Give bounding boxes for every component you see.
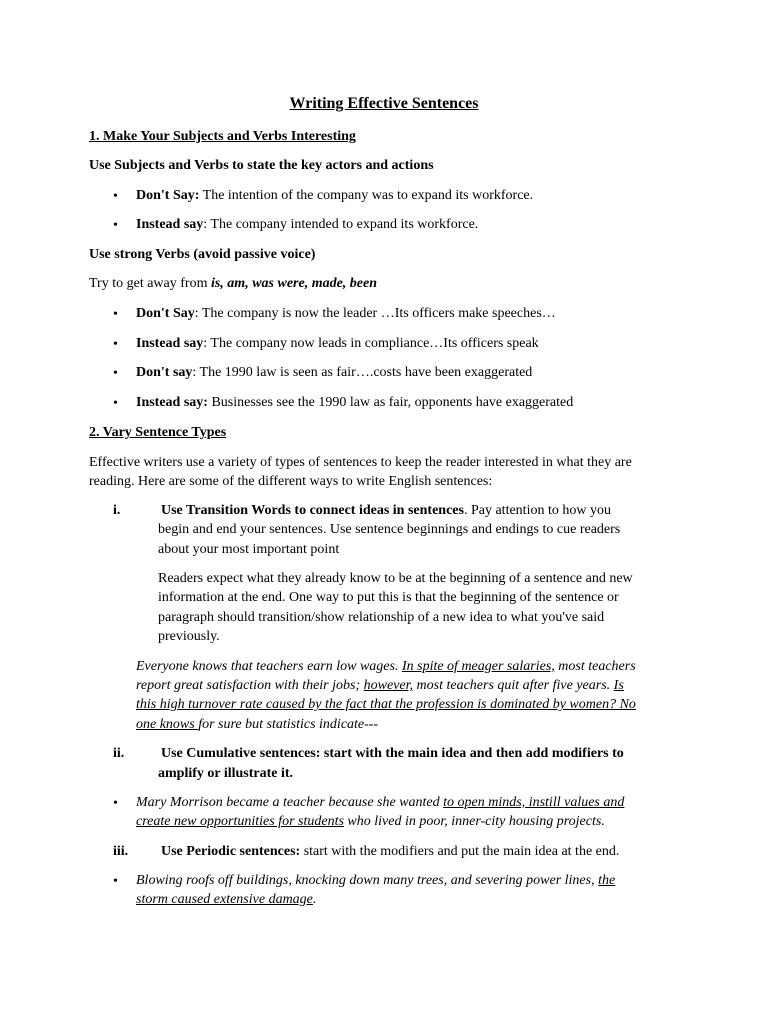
bullet-icon: • xyxy=(113,796,118,811)
list-item xyxy=(136,215,478,234)
example-underlined: create new opportunities for students xyxy=(136,814,344,829)
example-underlined: In spite of meager salaries, xyxy=(401,659,555,674)
example-line xyxy=(136,871,615,890)
bullet-icon: • xyxy=(113,396,118,411)
intro-line: Effective writers use a variety of types of sentences to keep the reader interested in what they are xyxy=(89,455,632,470)
example-text: . xyxy=(312,892,317,907)
list-item xyxy=(136,186,533,205)
item-iii-line xyxy=(161,842,619,861)
item-i-heading: Use Transition Words to connect ideas in sentences xyxy=(161,503,464,518)
try-text: Try to get away from xyxy=(89,276,211,291)
item-i-line: begin and end your sentences. Use sentence beginnings and endings to cue readers xyxy=(158,522,621,537)
example-line xyxy=(136,890,316,909)
item-i-line xyxy=(161,501,611,520)
list-item xyxy=(136,363,532,382)
item-i-text: . Pay attention to how you xyxy=(463,503,611,518)
item-ii-line: Use Cumulative sentences: start with the main idea and then add modifiers to xyxy=(161,746,624,761)
list-item-text: : The company is now the leader …Its officers make speeches… xyxy=(194,306,556,321)
example-underlined: however, xyxy=(363,678,414,693)
item-i-paragraph-line: information at the end. One way to put this is that the beginning of the sentence or xyxy=(158,590,619,605)
list-item-text: : The 1990 law is seen as fair….costs have been exaggerated xyxy=(192,365,533,380)
example-text: most teachers xyxy=(554,659,636,674)
example-underlined: the xyxy=(598,873,616,888)
example-text: who lived in poor, inner-city housing projects. xyxy=(343,814,605,829)
bullet-icon: • xyxy=(113,218,118,233)
example-line xyxy=(136,657,636,676)
subheading-strong-verbs: Use strong Verbs (avoid passive voice) xyxy=(89,247,316,262)
example-underlined: one knows xyxy=(136,717,199,732)
example-line xyxy=(136,715,378,734)
example-line: this high turnover rate caused by the fact that the profession is dominated by women? No xyxy=(136,697,636,712)
example-text: most teachers quit after five years. xyxy=(413,678,614,693)
item-ii-line: amplify or illustrate it. xyxy=(158,766,294,781)
section-1-heading: 1. Make Your Subjects and Verbs Interesting xyxy=(89,129,356,144)
list-item-text: The intention of the company was to expand its workforce. xyxy=(199,188,534,203)
list-item-label: Don't say xyxy=(136,365,193,380)
example-line xyxy=(136,793,624,812)
bullet-icon: • xyxy=(113,189,118,204)
list-item xyxy=(136,304,556,323)
try-line xyxy=(89,274,377,293)
list-item-text: Businesses see the 1990 law as fair, opponents have exaggerated xyxy=(207,395,574,410)
try-words: is, am, was were, made, been xyxy=(210,276,378,291)
list-item xyxy=(136,393,573,412)
item-number-i: i. xyxy=(113,503,121,518)
item-i-line: about your most important point xyxy=(158,542,340,557)
list-item-text: : The company now leads in compliance…Its officers speak xyxy=(203,336,539,351)
item-number-ii: ii. xyxy=(113,746,125,761)
example-text: Mary Morrison became a teacher because she wanted xyxy=(136,795,444,810)
list-item-text: : The company intended to expand its workforce. xyxy=(203,217,479,232)
item-i-paragraph-line: Readers expect what they already know to be at the beginning of a sentence and new xyxy=(158,571,633,586)
example-underlined: storm caused extensive damage xyxy=(136,892,313,907)
list-item-label: Instead say xyxy=(136,217,204,232)
bullet-icon: • xyxy=(113,337,118,352)
example-line xyxy=(136,676,624,695)
subheading-subjects-verbs: Use Subjects and Verbs to state the key actors and actions xyxy=(89,158,434,173)
list-item-label: Instead say: xyxy=(136,395,208,410)
example-text: report great satisfaction with their jobs; xyxy=(136,678,364,693)
list-item xyxy=(136,334,539,353)
item-number-iii: iii. xyxy=(113,844,129,859)
example-text: for sure but statistics indicate--- xyxy=(198,717,379,732)
example-text: Everyone knows that teachers earn low wages. xyxy=(136,659,402,674)
bullet-icon: • xyxy=(113,874,118,889)
item-i-paragraph-line: previously. xyxy=(158,629,220,644)
bullet-icon: • xyxy=(113,307,118,322)
list-item-label: Don't Say xyxy=(136,306,195,321)
item-iii-text: start with the modifiers and put the main idea at the end. xyxy=(300,844,620,859)
item-iii-heading: Use Periodic sentences: xyxy=(161,844,301,859)
list-item-label: Instead say xyxy=(136,336,204,351)
example-underlined: to open minds, instill values and xyxy=(443,795,625,810)
example-text: Blowing roofs off buildings, knocking down many trees, and severing power lines, xyxy=(136,873,599,888)
example-line xyxy=(136,812,605,831)
bullet-icon: • xyxy=(113,366,118,381)
item-i-paragraph-line: paragraph should transition/show relationship of a new idea to what you've said xyxy=(158,610,605,625)
section-2-heading: 2. Vary Sentence Types xyxy=(89,425,227,440)
page-title: Writing Effective Sentences xyxy=(289,95,479,112)
example-underlined: Is xyxy=(613,678,624,693)
list-item-label: Don't Say: xyxy=(136,188,200,203)
intro-line: reading. Here are some of the different ways to write English sentences: xyxy=(89,474,493,489)
